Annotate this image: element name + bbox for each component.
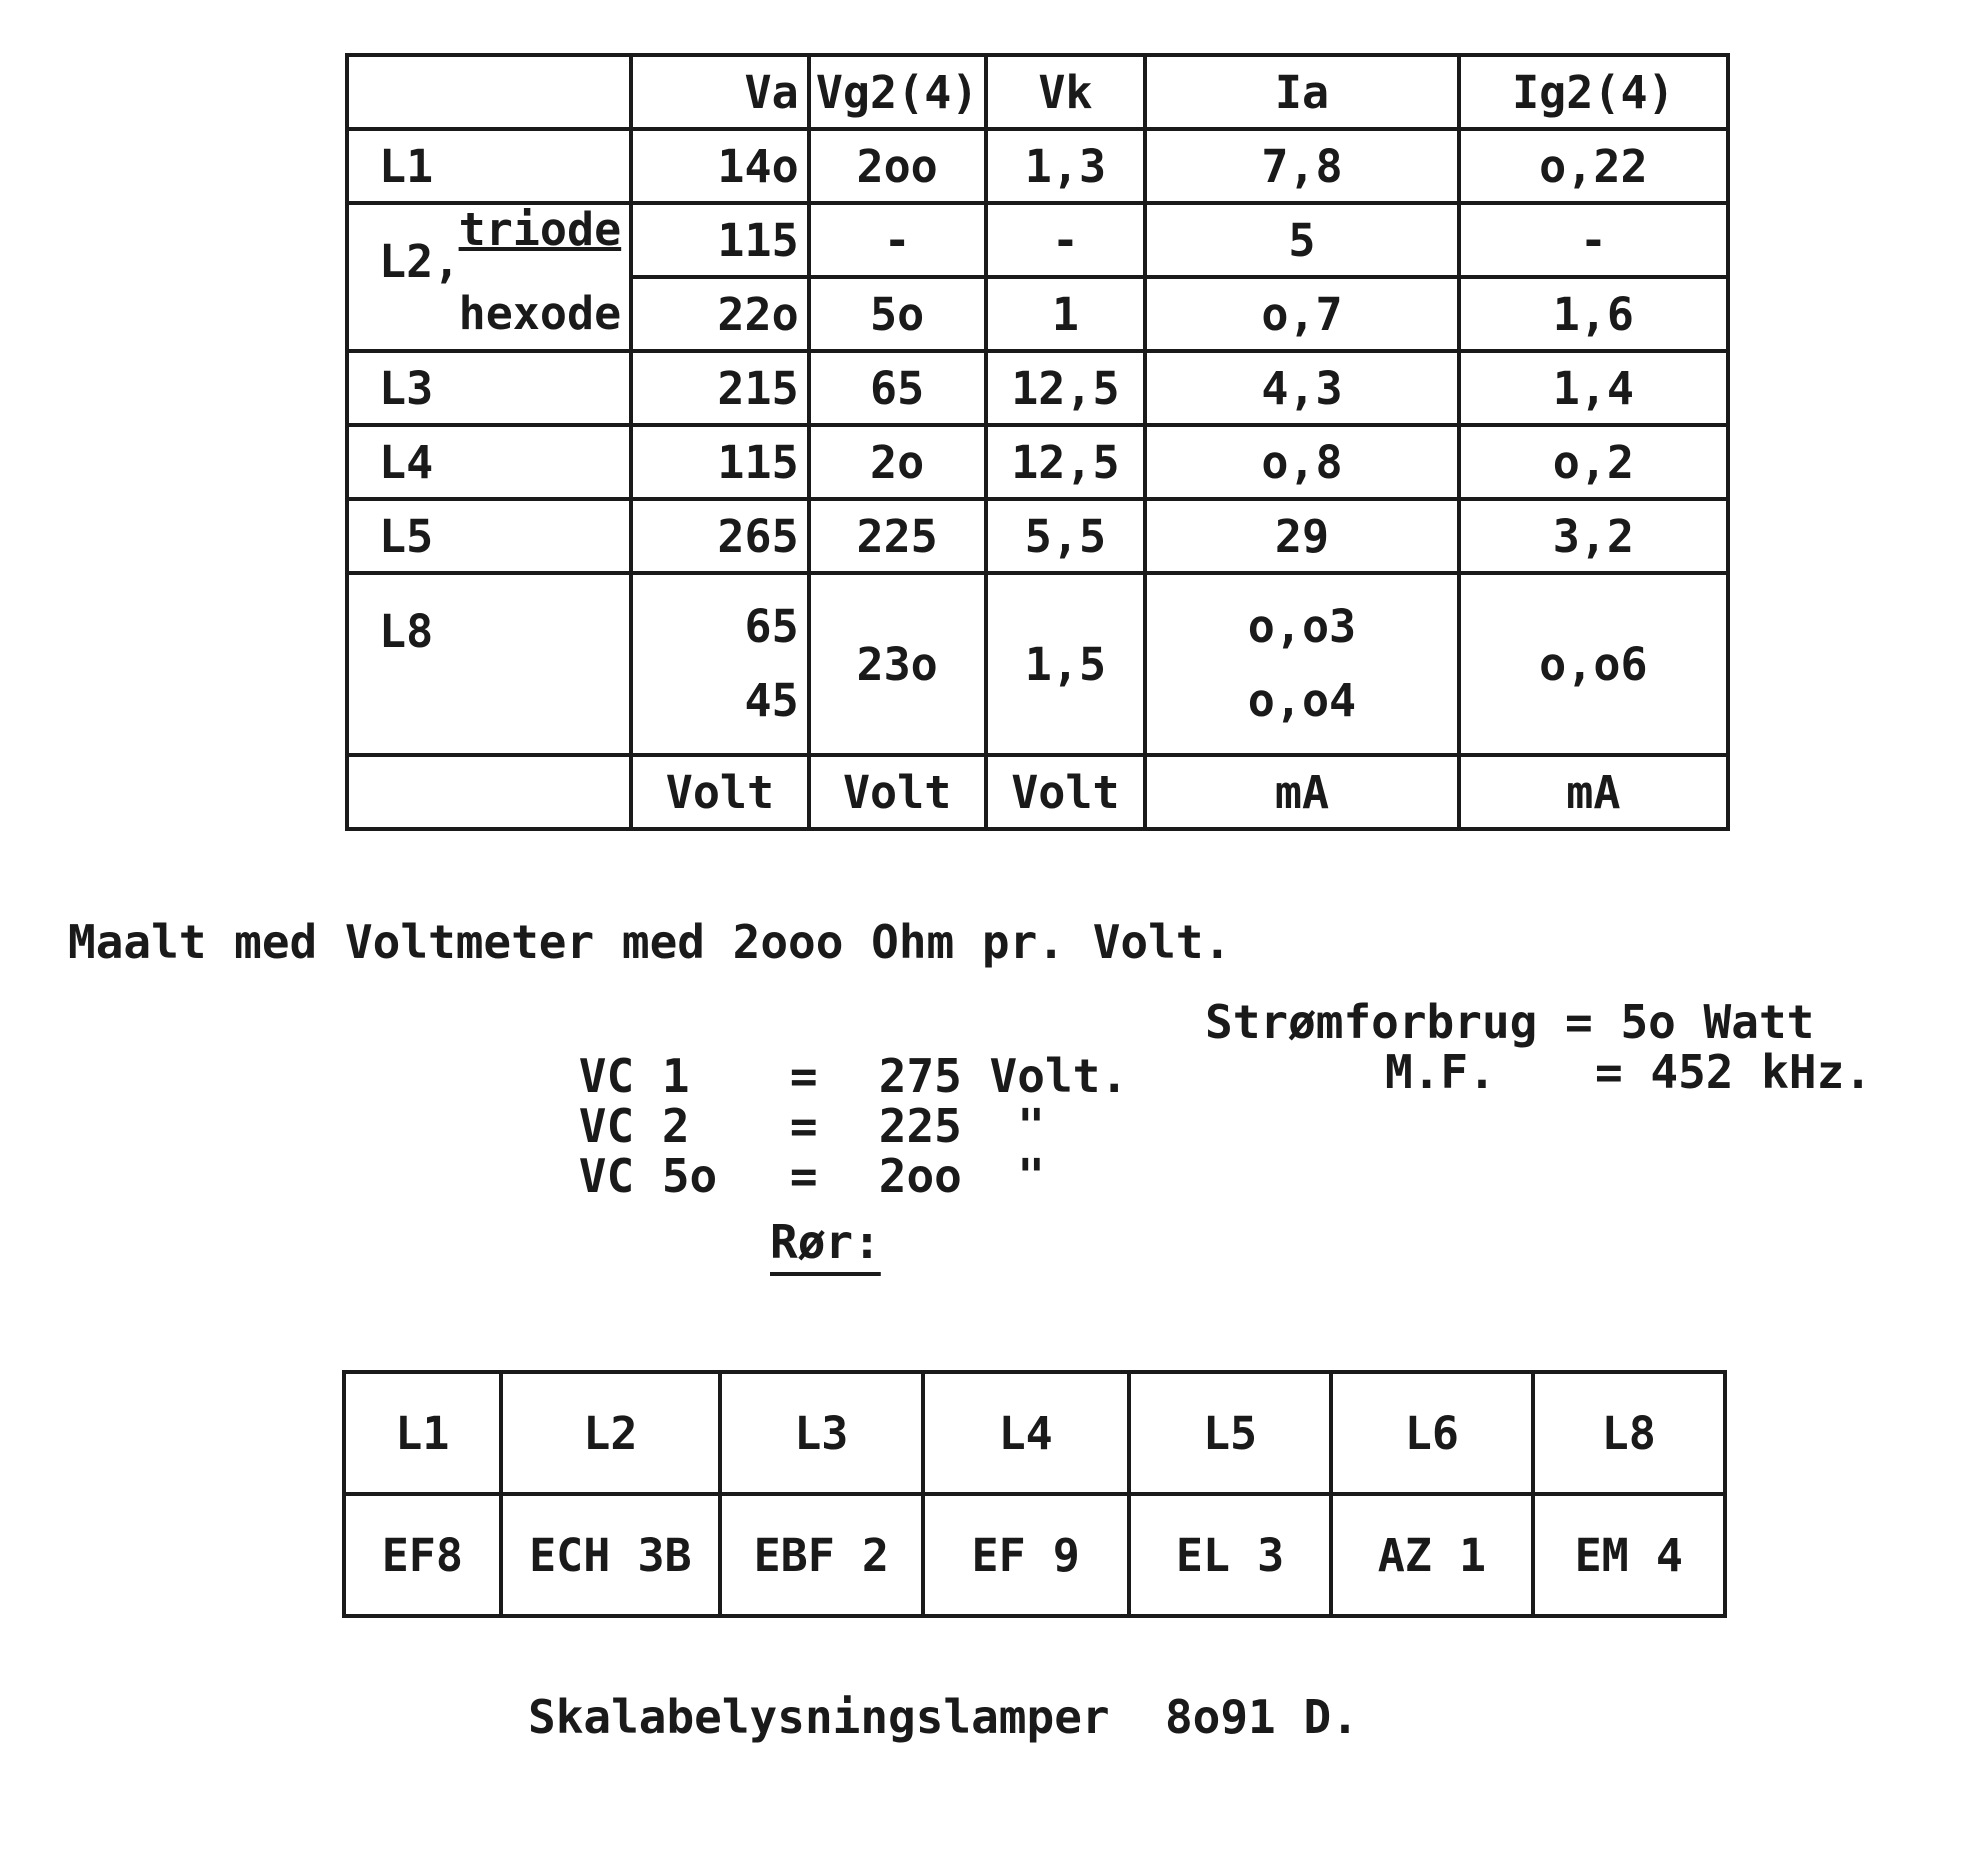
header-vg2: Vg2(4) xyxy=(809,55,986,129)
table-row xyxy=(347,425,1728,499)
tubes-heading: Rør: xyxy=(770,1215,881,1269)
voltage-value: 2oo " xyxy=(878,1149,1045,1203)
tube-position: L1 xyxy=(344,1372,501,1494)
row-sublabel: hexode xyxy=(347,277,631,351)
dial-lamps-note: Skalabelysningslamper 8o91 D. xyxy=(528,1690,1359,1744)
cell-vk: 12,5 xyxy=(986,425,1146,499)
power-line xyxy=(1205,995,1814,1049)
cell-ig2: o,2 xyxy=(1459,425,1728,499)
voltage-eq: = xyxy=(789,1099,818,1153)
tube-type: AZ 1 xyxy=(1331,1494,1532,1616)
cell-vg2: 5o xyxy=(809,277,986,351)
header-ig2: Ig2(4) xyxy=(1459,55,1728,129)
tube-type: EF 9 xyxy=(923,1494,1129,1616)
tube-type: EM 4 xyxy=(1533,1494,1725,1616)
cell-va-1: 65 xyxy=(744,600,799,653)
tube-type: EBF 2 xyxy=(720,1494,922,1616)
row-label: L2, xyxy=(379,235,461,288)
row-label-l2 xyxy=(347,203,631,288)
tube-type: ECH 3B xyxy=(501,1494,720,1616)
cell-ia: o,8 xyxy=(1145,425,1458,499)
cell-va: 115 xyxy=(631,425,809,499)
tube-position: L4 xyxy=(923,1372,1129,1494)
cell-ia xyxy=(1145,573,1458,755)
tube-type: EL 3 xyxy=(1129,1494,1331,1616)
cell-vg2: - xyxy=(809,203,986,277)
table-row xyxy=(347,573,1728,755)
cell-ia-1: o,o3 xyxy=(1247,600,1357,653)
unit-ia: mA xyxy=(1145,755,1458,829)
cell-ia: o,7 xyxy=(1145,277,1458,351)
unit-cell xyxy=(347,755,631,829)
cell-ig2: o,22 xyxy=(1459,129,1728,203)
table-row xyxy=(347,129,1728,203)
voltage-name: VC 5o xyxy=(578,1149,718,1203)
cell-ia: 29 xyxy=(1145,499,1458,573)
unit-va: Volt xyxy=(631,755,809,829)
row-sublabel: triode xyxy=(458,203,622,256)
cell-ig2: 3,2 xyxy=(1459,499,1728,573)
cell-ia: 4,3 xyxy=(1145,351,1458,425)
cell-ig2: 1,4 xyxy=(1459,351,1728,425)
cell-vk: 12,5 xyxy=(986,351,1146,425)
cell-ia: 5 xyxy=(1145,203,1458,277)
power-eq: = xyxy=(1565,995,1593,1049)
voltage-name: VC 1 xyxy=(578,1049,690,1103)
header-row xyxy=(347,55,1728,129)
table-row xyxy=(347,351,1728,425)
cell-vk: 1,5 xyxy=(986,573,1146,755)
cell-va-2: 45 xyxy=(744,674,799,727)
power-label: Strømforbrug xyxy=(1205,995,1538,1049)
table-row xyxy=(347,203,1728,277)
cell-vk: 1,3 xyxy=(986,129,1146,203)
units-row xyxy=(347,755,1728,829)
row-label: L1 xyxy=(347,129,631,203)
tube-position: L5 xyxy=(1129,1372,1331,1494)
tube-position: L8 xyxy=(1533,1372,1725,1494)
tube-position-row xyxy=(344,1372,1725,1494)
tubes-table xyxy=(342,1370,1727,1618)
power-value: 5o Watt xyxy=(1620,995,1815,1049)
measurement-note: Maalt med Voltmeter med 2ooo Ohm pr. Volt. xyxy=(68,915,1232,969)
tube-position: L6 xyxy=(1331,1372,1532,1494)
voltage-value: 225 " xyxy=(878,1099,1045,1153)
mf-label: M.F. xyxy=(1385,1045,1496,1099)
voltage-value: 275 Volt. xyxy=(878,1049,1129,1103)
unit-ig2: mA xyxy=(1459,755,1728,829)
row-label: L5 xyxy=(347,499,631,573)
cell-ia: 7,8 xyxy=(1145,129,1458,203)
cell-va xyxy=(631,573,809,755)
cell-vg2: 65 xyxy=(809,351,986,425)
cell-vk: - xyxy=(986,203,1146,277)
voltage-row xyxy=(468,995,1129,1103)
cell-ig2: o,o6 xyxy=(1459,573,1728,755)
cell-vg2: 225 xyxy=(809,499,986,573)
voltage-list xyxy=(468,995,1129,1203)
header-vk: Vk xyxy=(986,55,1146,129)
cell-vk: 1 xyxy=(986,277,1146,351)
tube-position: L2 xyxy=(501,1372,720,1494)
mf-value: 452 kHz. xyxy=(1650,1045,1872,1099)
table-row xyxy=(347,499,1728,573)
tube-position: L3 xyxy=(720,1372,922,1494)
unit-vg2: Volt xyxy=(809,755,986,829)
cell-vg2: 2oo xyxy=(809,129,986,203)
header-cell xyxy=(347,55,631,129)
cell-va: 115 xyxy=(631,203,809,277)
header-ia: Ia xyxy=(1145,55,1458,129)
unit-vk: Volt xyxy=(986,755,1146,829)
row-label: L8 xyxy=(347,573,631,755)
cell-va: 14o xyxy=(631,129,809,203)
table-row xyxy=(347,277,1728,351)
cell-vg2: 23o xyxy=(809,573,986,755)
header-va: Va xyxy=(631,55,809,129)
voltage-name: VC 2 xyxy=(578,1099,690,1153)
cell-va: 215 xyxy=(631,351,809,425)
tube-type: EF8 xyxy=(344,1494,501,1616)
measurement-table xyxy=(345,53,1730,831)
mf-eq: = xyxy=(1595,1045,1623,1099)
voltage-eq: = xyxy=(789,1149,818,1203)
cell-ig2: 1,6 xyxy=(1459,277,1728,351)
row-label: L4 xyxy=(347,425,631,499)
cell-ia-2: o,o4 xyxy=(1247,674,1357,727)
cell-ig2: - xyxy=(1459,203,1728,277)
cell-va: 265 xyxy=(631,499,809,573)
row-label: L3 xyxy=(347,351,631,425)
cell-vg2: 2o xyxy=(809,425,986,499)
cell-vk: 5,5 xyxy=(986,499,1146,573)
cell-va: 22o xyxy=(631,277,809,351)
voltage-eq: = xyxy=(789,1049,818,1103)
tube-type-row xyxy=(344,1494,1725,1616)
mf-line xyxy=(1385,1045,1872,1099)
